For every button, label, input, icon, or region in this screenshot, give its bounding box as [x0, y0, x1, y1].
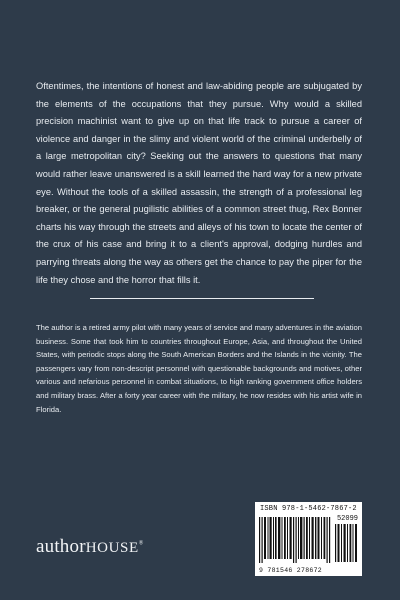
author-bio: The author is a retired army pilot with many years of service and many adventures in the aviation business. Some that took him to countries throughout Europe, Asia, and throughout the United States, with periodic stops along the South American Borders and the Islands in the vicinity. The passengers vary from non-descript personnel with questionable backgrounds and motives, other various and nefarious personnel in combat situations, to high ranking government office holders and military brass. After a forty year career with the military, he now resides with his artist wife in Florida. — [36, 323, 362, 414]
publisher-logo — [36, 536, 144, 558]
price-barcode-bars — [335, 524, 359, 564]
registered-mark: ® — [138, 540, 144, 547]
logo-house-text: HOUSE — [85, 540, 139, 556]
book-blurb: Oftentimes, the intentions of honest and law-abiding people are subjugated by the elements of the occupations that they pursue. Why would a skilled precision machinist want to give up on that life track to pursue a career of violence and danger in the slimy and violent world of the criminal underbelly of a large metropolitan city? Seeking out the answers to questions that many would rather leave unanswered is a skill learned the hard way for a new private eye. Without the tools of a skilled assassin, the strength of a professional leg breaker, or the general pugilistic abilities of a common street thug, Rex Bonner charts his way through the streets and alleys of his town to locate the center of the crux of his case and bring it to a client's approval, dodging hurdles and parrying threats along the way as others get the chance to pay the piper for the life they chose and the horror that fills it. — [36, 81, 362, 285]
barcode-bars — [259, 515, 331, 563]
price-code: 52099 — [336, 515, 358, 523]
logo-author-text: author — [36, 536, 86, 557]
isbn-barcode — [255, 502, 362, 576]
divider-line — [90, 298, 314, 299]
barcode-digits: 9 781546 278672 — [259, 567, 323, 574]
isbn-label: ISBN 978-1-5462-7867-2 — [260, 505, 357, 513]
